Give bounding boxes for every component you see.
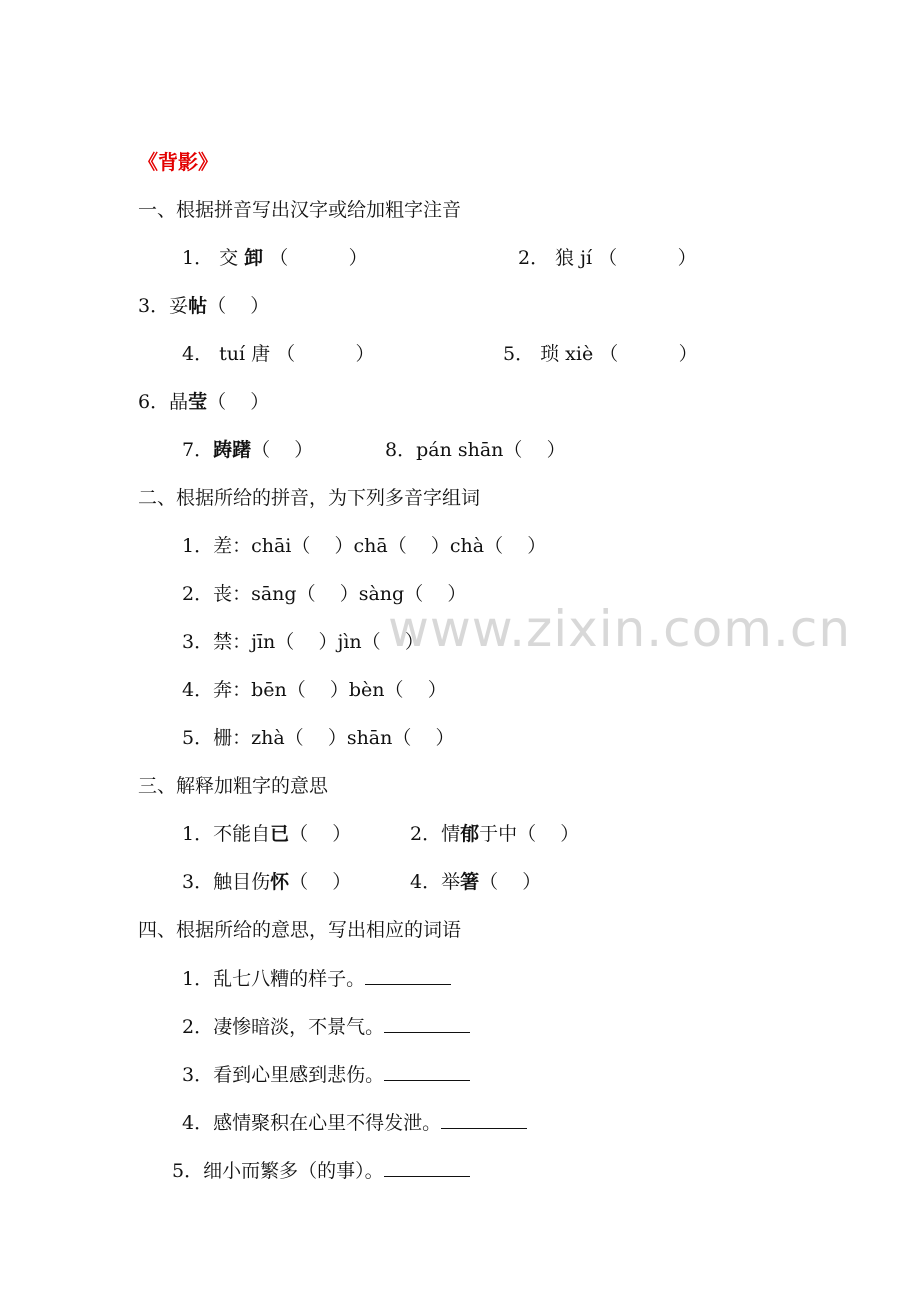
answer-blank[interactable]: [384, 1062, 470, 1081]
s4-item-1: 1．乱七八糟的样子。: [182, 966, 451, 991]
s4-item-3: 3．看到心里感到悲伤。: [182, 1062, 470, 1087]
s1-item-2: 2． 狼 jí （ ）: [518, 247, 697, 269]
s3-item-2: 2．情郁于中（ ）: [410, 823, 580, 845]
answer-blank[interactable]: [365, 966, 451, 985]
s3-item-3: 3．触目伤怀（ ）: [182, 871, 352, 893]
s2-item-1: 1．差：chāi（ ）chā（ ）chà（ ）: [182, 535, 547, 557]
s2-item-3: 3．禁：jīn（ ）jìn（ ）: [182, 631, 424, 653]
s1-item-1: 1． 交 卸 （ ）: [182, 247, 368, 269]
s4-item-2: 2．凄惨暗淡，不景气。: [182, 1014, 470, 1039]
section-2-heading: 二、根据所给的拼音，为下列多音字组词: [138, 487, 481, 509]
s1-item-8: 8．pán shān（ ）: [385, 439, 566, 461]
section-1-heading: 一、根据拼音写出汉字或给加粗字注音: [138, 199, 462, 221]
section-3-heading: 三、解释加粗字的意思: [138, 775, 329, 797]
document-title: 《背影》: [138, 150, 218, 174]
answer-blank[interactable]: [441, 1110, 527, 1129]
s1-item-3: 3．妥帖（ ）: [138, 295, 270, 317]
answer-blank[interactable]: [384, 1158, 470, 1177]
s1-item-5: 5． 琐 xiè （ ）: [503, 343, 698, 365]
s1-item-4: 4． tuí 唐 （ ）: [182, 343, 375, 365]
s1-item-6: 6．晶莹（ ）: [138, 391, 270, 413]
s2-item-4: 4．奔：bēn（ ）bèn（ ）: [182, 679, 447, 701]
s2-item-2: 2．丧：sāng（ ）sàng（ ）: [182, 583, 467, 605]
s4-item-5: 5．细小而繁多（的事）。: [172, 1158, 470, 1183]
watermark: www.zixin.com.cn: [388, 600, 852, 658]
s2-item-5: 5．栅：zhà（ ）shān（ ）: [182, 727, 455, 749]
answer-blank[interactable]: [384, 1014, 470, 1033]
s1-item-7: 7．踌躇（ ）: [182, 439, 314, 461]
s3-item-1: 1．不能自已（ ）: [182, 823, 352, 845]
section-4-heading: 四、根据所给的意思，写出相应的词语: [138, 919, 462, 941]
s3-item-4: 4．举箸（ ）: [410, 871, 542, 893]
s4-item-4: 4．感情聚积在心里不得发泄。: [182, 1110, 527, 1135]
